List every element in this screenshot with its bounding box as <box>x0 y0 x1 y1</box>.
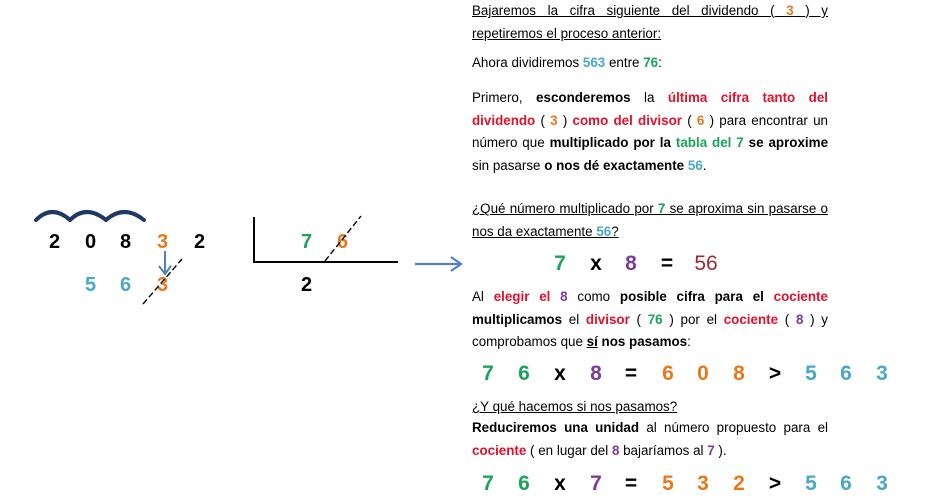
dividend-digit-4: 3 <box>157 231 169 253</box>
strike-remainder-digit <box>140 256 186 308</box>
right-arrow-icon <box>413 254 465 274</box>
equation-1: 7 x 8 = 56 <box>554 252 718 275</box>
equation-2: 7 6 x 8 = 6 0 8 > 5 6 3 <box>482 362 888 385</box>
instruction-paragraph-1: Bajaremos la cifra siguiente del dividendo ( 3 ) y repetiremos el proceso anterior: <box>472 3 829 41</box>
dividend-digit-5: 2 <box>194 231 206 253</box>
remainder-digit-1: 5 <box>85 274 97 296</box>
dividend-digit-1: 2 <box>49 231 61 253</box>
remainder-digit-2: 6 <box>120 274 132 296</box>
strike-divisor-digit <box>322 213 364 265</box>
dividend-arc-marks <box>32 204 156 224</box>
instruction-paragraph-2: Ahora dividiremos 563 entre 76: <box>472 55 662 70</box>
remainder-digit-3: 3 <box>157 274 169 296</box>
division-bracket-vertical <box>253 217 255 263</box>
instruction-paragraph-3: Primero, esconderemos la última cifra tanto del dividendo ( 3 ) como del divisor ( 6 ) para encontrar un número que multiplicado por la tabla del 7 se aproxime sin pasarse o nos dé exactamente 56. <box>472 90 829 173</box>
equation-3: 7 6 x 7 = 5 3 2 > 5 6 3 <box>482 472 888 495</box>
divisor-digit-2: 6 <box>337 231 349 253</box>
dividend-digit-3: 8 <box>120 231 132 253</box>
divisor-digit-1: 7 <box>301 231 313 253</box>
question-paragraph-1: ¿Qué número multiplicado por 7 se aproxima sin pasarse o nos da exactamente 56? <box>472 201 828 239</box>
question-paragraph-2: ¿Y qué hacemos si nos pasamos? <box>472 399 678 414</box>
instruction-paragraph-4: Al elegir el 8 como posible cifra para el cociente multiplicamos el divisor ( 76 ) por el cociente ( 8 ) y comprobamos que sí nos pasamos: <box>472 289 828 349</box>
quotient-digit: 2 <box>301 274 313 296</box>
dividend-digit-2: 0 <box>85 231 97 253</box>
instruction-paragraph-5: Reduciremos una unidad al número propuesto para el cociente ( en lugar del 8 bajaríamos al 7 ). <box>472 420 828 458</box>
